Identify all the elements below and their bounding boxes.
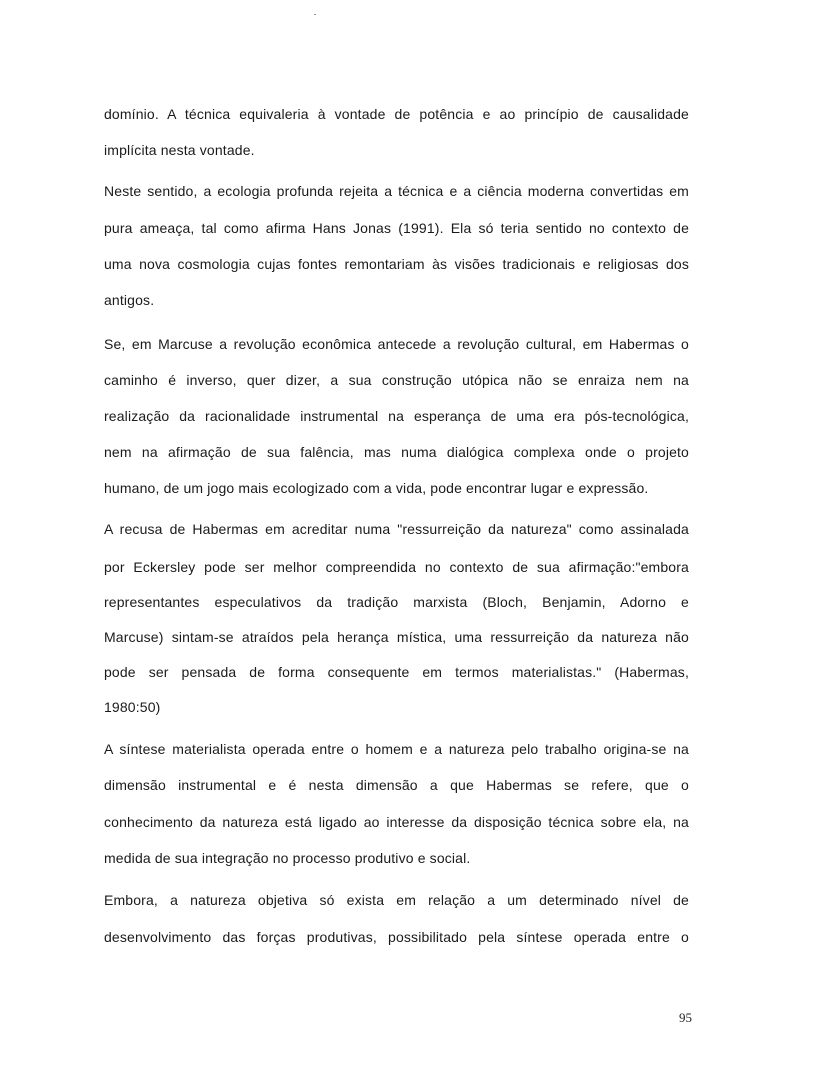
text-line: 1980:50) <box>104 699 161 715</box>
text-line: domínio. A técnica equivaleria à vontade de potência e ao princípio de causalidade <box>104 106 689 122</box>
text-line: antigos. <box>104 292 155 308</box>
text-line: caminho é inverso, quer dizer, a sua construção utópica não se enraiza nem na <box>104 372 689 388</box>
text-line: medida de sua integração no processo produtivo e social. <box>104 850 471 866</box>
text-line: implícita nesta vontade. <box>104 142 255 158</box>
text-line: representantes especulativos da tradição marxista (Bloch, Benjamin, Adorno e <box>104 594 689 610</box>
page-number: 95 <box>679 1010 692 1025</box>
text-line: por Eckersley pode ser melhor compreendida no contexto de sua afirmação:"embora <box>104 559 689 575</box>
text-line: pode ser pensada de forma consequente em termos materialistas." (Habermas, <box>104 664 689 680</box>
text-line: desenvolvimento das forças produtivas, possibilitado pela síntese operada entre o <box>104 929 689 945</box>
text-line: Embora, a natureza objetiva só exista em relação a um determinado nível de <box>104 892 689 908</box>
text-line: realização da racionalidade instrumental na esperança de uma era pós-tecnológica, <box>104 408 689 424</box>
text-line: A recusa de Habermas em acreditar numa "ressurreição da natureza" como assinalada <box>104 521 689 537</box>
text-line: humano, de um jogo mais ecologizado com a vida, pode encontrar lugar e expressão. <box>104 480 649 496</box>
text-line: dimensão instrumental e é nesta dimensão a que Habermas se refere, que o <box>104 777 689 793</box>
text-line: Marcuse) sintam-se atraídos pela herança mística, uma ressurreição da natureza não <box>104 629 689 645</box>
text-line: pura ameaça, tal como afirma Hans Jonas (1991). Ela só teria sentido no contexto de <box>104 220 689 236</box>
text-line: Neste sentido, a ecologia profunda rejeita a técnica e a ciência moderna convertidas em <box>104 183 689 199</box>
text-line: nem na afirmação de sua falência, mas numa dialógica complexa onde o projeto <box>104 444 689 460</box>
text-line: uma nova cosmologia cujas fontes remontariam às visões tradicionais e religiosas dos <box>104 256 689 272</box>
scan-mark <box>314 14 316 15</box>
text-line: A síntese materialista operada entre o homem e a natureza pelo trabalho origina-se na <box>104 741 689 757</box>
text-line: conhecimento da natureza está ligado ao interesse da disposição técnica sobre ela, na <box>104 814 689 830</box>
text-line: Se, em Marcuse a revolução econômica antecede a revolução cultural, em Habermas o <box>104 336 689 352</box>
